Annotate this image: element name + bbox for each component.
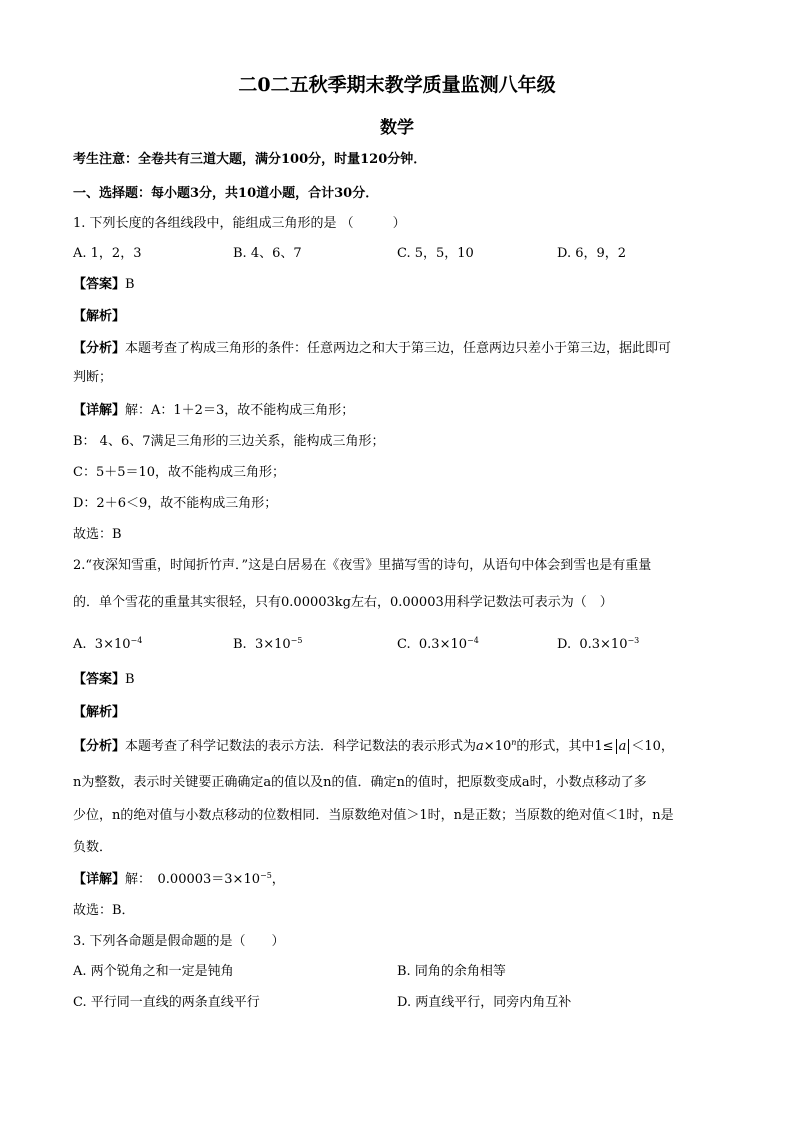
q2-stem-part-a: 的．单个雪花的重量其实很轻，只有 [73,595,282,610]
q2-analysis-times-ten: ×10 [483,739,512,754]
q1-analysis-line-2: 判断； [73,370,113,385]
exam-title: 二0二五秋季期末教学质量监测八年级 [238,74,556,96]
jiexi-label: 【解析】 [73,309,126,324]
q2-option-c [397,635,479,655]
answer-label: 【答案】 [73,672,126,687]
q2-analysis-var-a: a [476,739,484,754]
q2-answer-value: B [125,672,135,687]
q2-option-b-base: 3×10 [254,637,291,652]
q2-analysis-part-g: ＜10， [631,739,674,754]
q1-detail-text: 解：A：1＋2＝3，故不能构成三角形； [125,403,355,418]
jiexi-label: 【解析】 [73,705,126,720]
q1-detail-line-2: B： 4、6、7满足三角形的三边关系，能构成三角形； [73,434,385,449]
q2-option-d-letter: D. [557,637,572,652]
q2-answer [73,670,733,690]
q2-stem-mass: 0.00003kg [281,595,351,610]
q1-analysis-line-1 [73,339,733,359]
q1-detail-line-4: D：2＋6＜9，故不能构成三角形； [73,496,278,511]
q2-option-c-exp: −4 [467,636,479,645]
xiangjie-label: 【详解】 [73,872,126,887]
q2-analysis-line-1 [73,737,733,757]
q2-option-c-letter: C. [397,637,411,652]
q2-option-b [233,635,302,655]
section-heading: 一、选择题：每小题3分，共10道小题，合计30分． [73,186,379,201]
q2-jiexi [73,703,733,723]
q1-answer-value: B [125,277,135,292]
q1-choose: 故选：B [73,527,122,542]
q3-option-b: B. 同角的余角相等 [397,964,506,979]
q2-detail-end: ， [271,872,285,887]
answer-label: 【答案】 [73,277,126,292]
subject-title: 数学 [380,118,414,138]
q2-option-d-exp: −3 [627,636,640,645]
q2-option-d-base: 0.3×10 [579,637,628,652]
q2-analysis-exp-n: n [511,738,517,747]
q1-jiexi [73,307,733,327]
q2-analysis-part-e: 的形式，其中1≤ [516,739,614,754]
question-1-stem: 1. 下列长度的各组线段中，能组成三角形的是 （ ） [73,216,406,231]
q1-option-d: D. 6，9，2 [557,246,627,261]
q1-option-a: A. 1，2，3 [73,246,142,261]
q2-stem-part-c: 左右，0.00003用科学记数法可表示为（ ） [350,595,613,610]
q1-option-b: B. 4、6、7 [233,246,302,261]
question-2-stem-line-2 [73,593,733,613]
question-2-stem-line-1: 2.“夜深知雪重，时闻折竹声．”这是白居易在《夜雪》里描写雪的诗句，从语句中体会到雪也是有重量 [73,558,652,573]
q1-detail-line-3: C：5＋5＝10，故不能构成三角形； [73,465,286,480]
q2-analysis-line-3: 少位，n的绝对值与小数点移动的位数相同．当原数绝对值＞1时，n是正数；当原数的绝对值＜1时，n是 [73,808,674,823]
q2-option-a-letter: A. [73,637,87,652]
q2-analysis-line-4: 负数． [73,840,113,855]
q3-option-a: A. 两个锐角之和一定是钝角 [73,964,234,979]
q3-option-d: D. 两直线平行，同旁内角互补 [397,995,572,1010]
q2-analysis-part-a: 本题考查了科学记数法的表示方法．科学记数法的表示形式为 [125,739,477,754]
q2-option-a [73,635,142,655]
q2-analysis-abs-a: a [616,739,630,754]
q2-detail-exp: −5 [259,871,272,880]
q2-choose: 故选：B． [73,903,135,918]
q2-option-d [557,635,639,655]
q1-analysis-text: 本题考查了构成三角形的条件：任意两边之和大于第三边，任意两边只差小于第三边，据此即可 [125,341,672,356]
q2-option-c-base: 0.3×10 [418,637,467,652]
q2-detail [73,870,733,890]
fenxi-label: 【分析】 [73,341,126,356]
q1-answer [73,275,733,295]
q2-analysis-line-2: n为整数，表示时关键要正确确定a的值以及n的值．确定n的值时，把原数变成a时，小数点移动了多 [73,775,647,790]
q2-option-b-letter: B. [233,637,247,652]
question-3-stem: 3. 下列各命题是假命题的是（ ） [73,934,285,949]
q2-option-a-base: 3×10 [94,637,131,652]
q1-detail-line-1 [73,401,733,421]
xiangjie-label: 【详解】 [73,403,126,418]
q1-option-c: C. 5，5，10 [397,246,474,261]
q3-option-c: C. 平行同一直线的两条直线平行 [73,995,260,1010]
q2-option-b-exp: −5 [290,636,303,645]
q2-option-a-exp: −4 [130,636,143,645]
q2-detail-text: 解： 0.00003＝3×10 [125,872,260,887]
fenxi-label: 【分析】 [73,739,126,754]
exam-notice: 考生注意：全卷共有三道大题，满分100分，时量120分钟． [73,152,427,167]
